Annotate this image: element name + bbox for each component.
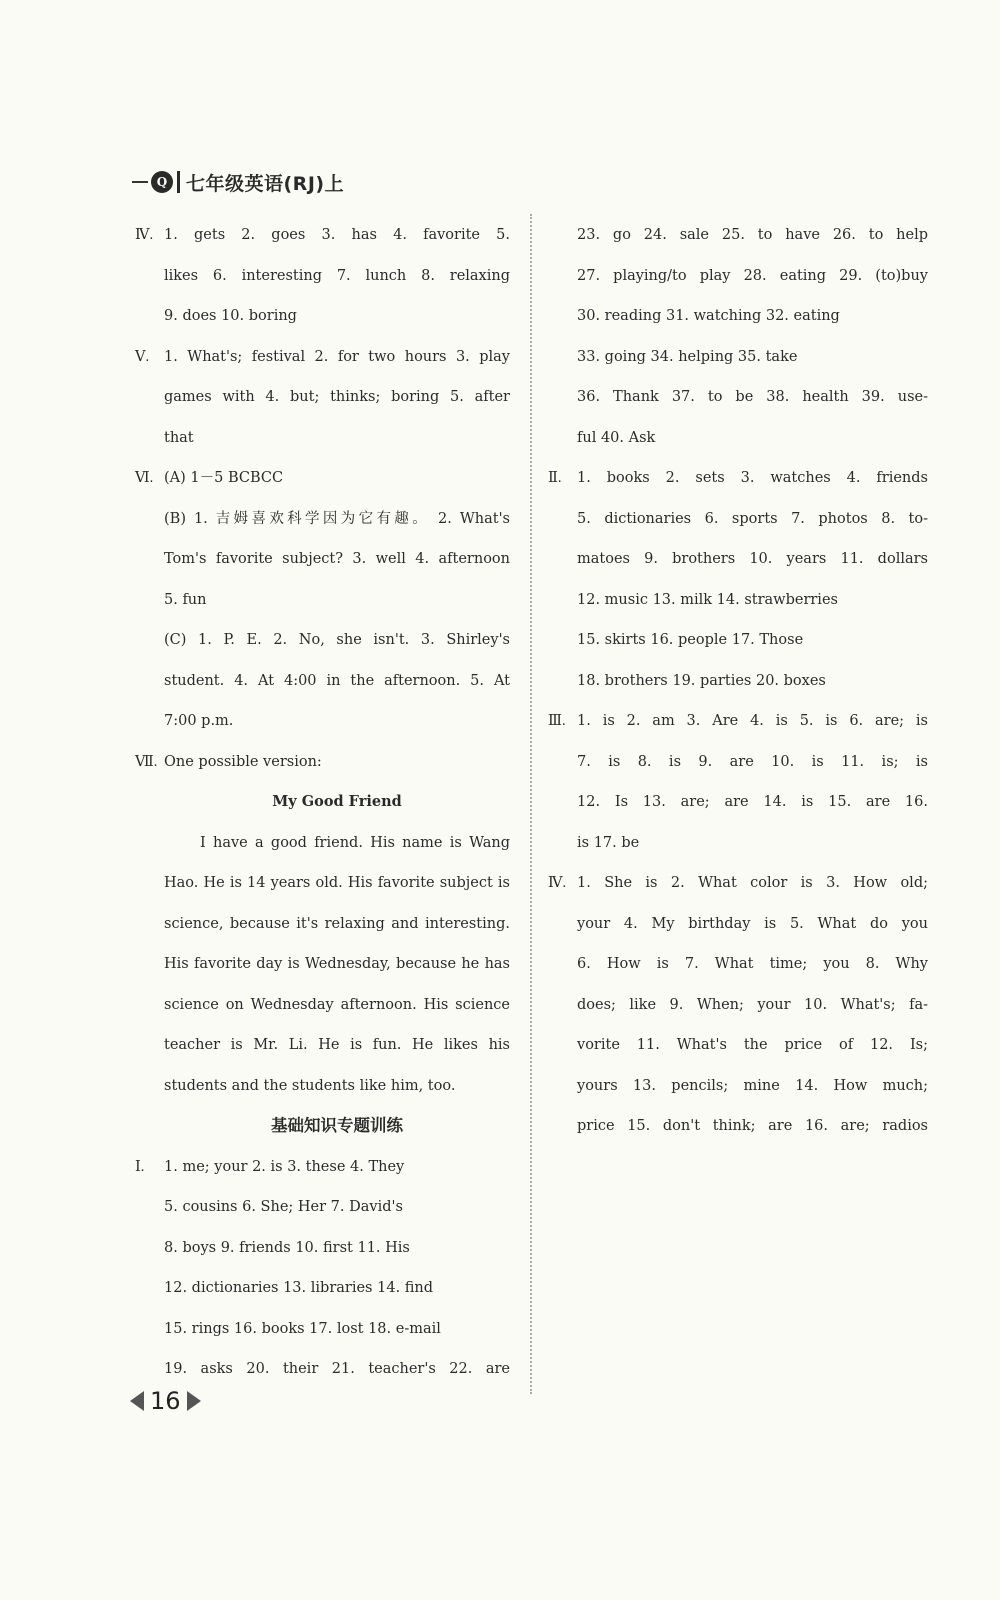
answer-line: 12. music 13. milk 14. strawberries xyxy=(577,591,838,608)
section-iii xyxy=(548,701,928,863)
page-header xyxy=(132,168,344,196)
answer-line: 12. Is 13. are; are 14. is 15. are 16. xyxy=(577,794,928,810)
answer-line: your 4. My birthday is 5. What do you xyxy=(577,915,928,932)
essay-line: His favorite day is Wednesday, because he has xyxy=(164,956,510,972)
answer-line: matoes 9. brothers 10. years 11. dollars xyxy=(577,551,928,567)
left-column xyxy=(135,215,510,1390)
page-footer xyxy=(130,1387,201,1415)
triangle-left-icon xyxy=(130,1391,144,1411)
answer-line: 8. boys 9. friends 10. first 11. His xyxy=(164,1239,410,1256)
section-numeral: Ⅳ. xyxy=(548,875,567,891)
answer-line: vorite 11. What's the price of 12. Is; xyxy=(577,1037,928,1053)
answer-line: does; like 9. When; your 10. What's; fa- xyxy=(577,996,928,1013)
answer-line: 1. gets 2. goes 3. has 4. favorite 5. xyxy=(164,227,510,243)
section-iv-right xyxy=(548,863,928,1147)
section-numeral: Ⅱ. xyxy=(548,470,562,486)
essay-line: teacher is Mr. Li. He is fun. He likes his xyxy=(164,1037,510,1053)
section-numeral: Ⅵ. xyxy=(135,470,154,486)
answer-line: 15. rings 16. books 17. lost 18. e-mail xyxy=(164,1320,441,1337)
answer-line: 15. skirts 16. people 17. Those xyxy=(577,632,804,648)
section-vii xyxy=(135,742,510,1107)
answer-line: 1. What's; festival 2. for two hours 3. play xyxy=(164,348,510,365)
essay-line: science, because it's relaxing and interesting. xyxy=(164,915,510,932)
answer-line: 7. is 8. is 9. are 10. is 11. is; is xyxy=(577,753,928,770)
section-numeral: Ⅳ. xyxy=(135,227,154,243)
answer-line: price 15. don't think; are 16. are; radios xyxy=(577,1118,928,1134)
essay-line: students and the students like him, too. xyxy=(164,1077,456,1094)
section-ii xyxy=(548,458,928,701)
section-i-continued xyxy=(548,215,928,458)
answer-line: Tom's favorite subject? 3. well 4. afternoon xyxy=(164,551,510,567)
answer-line: games with 4. but; thinks; boring 5. after xyxy=(164,389,510,405)
answer-line: 5. cousins 6. She; Her 7. David's xyxy=(164,1199,403,1215)
answer-line: 18. brothers 19. parties 20. boxes xyxy=(577,672,826,689)
answer-line: (A) 1－5 BCBCC xyxy=(164,470,284,486)
header-rule xyxy=(132,181,148,183)
right-column xyxy=(548,215,928,1147)
answer-line: 19. asks 20. their 21. teacher's 22. are xyxy=(164,1361,510,1377)
answer-line: 27. playing/to play 28. eating 29. (to)buy xyxy=(577,267,928,284)
answer-line: 1. She is 2. What color is 3. How old; xyxy=(577,875,928,891)
answer-line: ful 40. Ask xyxy=(577,429,656,446)
answer-line: 33. going 34. helping 35. take xyxy=(577,348,798,365)
column-divider xyxy=(530,214,532,1394)
triangle-right-icon xyxy=(187,1391,201,1411)
essay-line: science on Wednesday afternoon. His science xyxy=(164,996,510,1013)
answer-line: 23. go 24. sale 25. to have 26. to help xyxy=(577,227,928,243)
answer-line: 5. dictionaries 6. sports 7. photos 8. to- xyxy=(577,510,928,527)
page-number: 16 xyxy=(150,1387,181,1415)
book-logo-icon: Q xyxy=(151,171,173,193)
section-heading: 基础知识专题训练 xyxy=(271,1116,403,1135)
essay-intro: One possible version: xyxy=(164,753,322,770)
answer-line: that xyxy=(164,429,194,446)
answer-line: 1. books 2. sets 3. watches 4. friends xyxy=(577,470,928,486)
essay-line: Hao. He is 14 years old. His favorite subject is xyxy=(164,875,510,891)
answer-line: 6. How is 7. What time; you 8. Why xyxy=(577,956,928,972)
essay-line: I have a good friend. His name is Wang xyxy=(200,834,510,851)
header-separator xyxy=(177,171,180,193)
answer-line: 5. fun xyxy=(164,591,207,608)
section-i xyxy=(135,1147,510,1390)
answer-line: likes 6. interesting 7. lunch 8. relaxing xyxy=(164,267,510,284)
book-title: 七年级英语(RJ)上 xyxy=(186,172,345,195)
section-iv xyxy=(135,215,510,337)
answer-line: 36. Thank 37. to be 38. health 39. use- xyxy=(577,389,928,405)
section-numeral: Ⅲ. xyxy=(548,713,566,729)
answer-line: 9. does 10. boring xyxy=(164,308,297,324)
answer-line: is 17. be xyxy=(577,834,640,851)
section-numeral: Ⅶ. xyxy=(135,753,158,770)
answer-line: 12. dictionaries 13. libraries 14. find xyxy=(164,1280,434,1296)
section-vi xyxy=(135,458,510,742)
answer-line: 1. is 2. am 3. Are 4. is 5. is 6. are; is xyxy=(577,713,928,729)
section-numeral: Ⅰ. xyxy=(135,1158,145,1175)
answer-line: (B) 1. 吉姆喜欢科学因为它有趣。 2. What's xyxy=(164,510,510,527)
essay-title: My Good Friend xyxy=(272,793,402,810)
answer-line: 30. reading 31. watching 32. eating xyxy=(577,308,840,324)
answer-line: (C) 1. P. E. 2. No, she isn't. 3. Shirley's xyxy=(164,632,510,648)
answer-line: 1. me; your 2. is 3. these 4. They xyxy=(164,1158,405,1175)
answer-line: 7:00 p.m. xyxy=(164,713,234,729)
answer-line: student. 4. At 4:00 in the afternoon. 5. At xyxy=(164,672,510,689)
answer-line: yours 13. pencils; mine 14. How much; xyxy=(577,1077,928,1094)
section-numeral: Ⅴ. xyxy=(135,348,150,365)
section-v xyxy=(135,337,510,459)
